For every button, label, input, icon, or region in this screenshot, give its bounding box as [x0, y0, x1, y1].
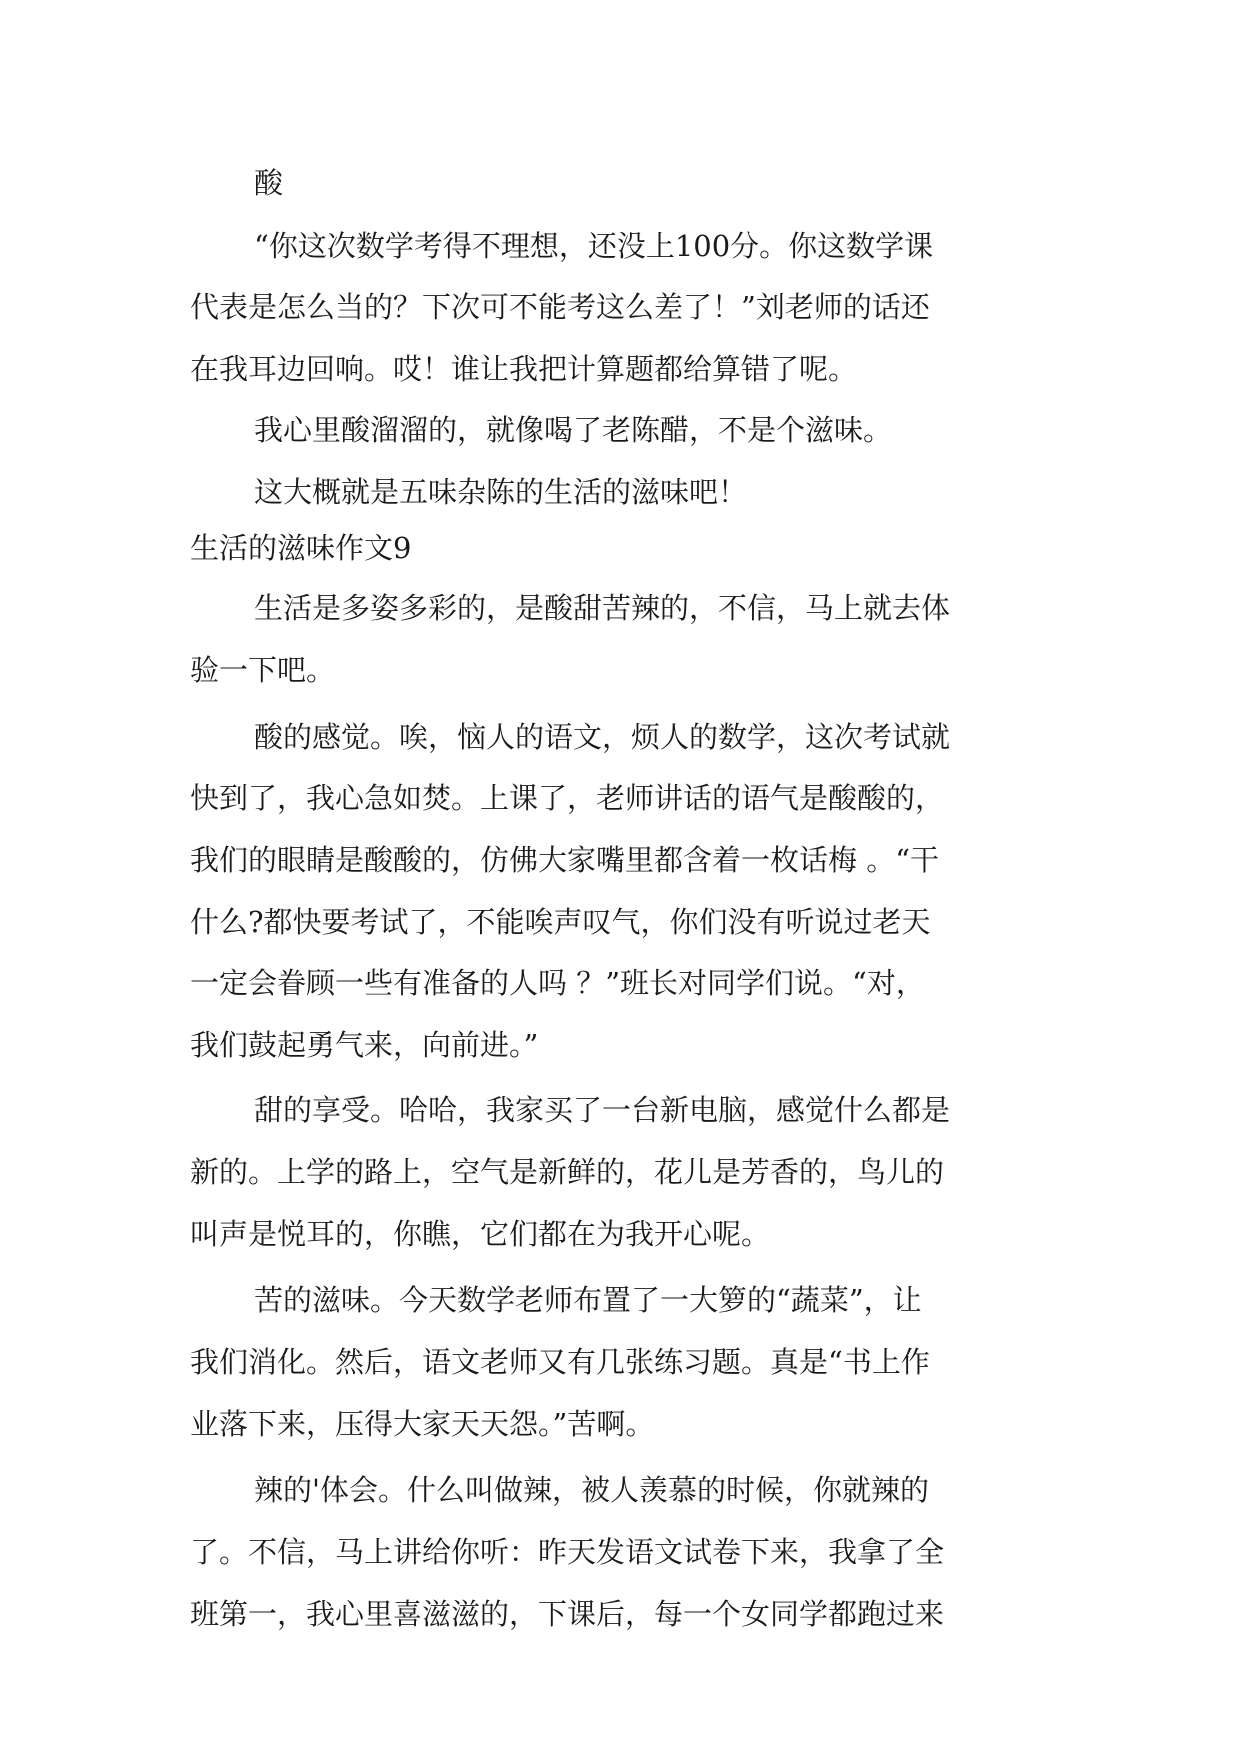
text-line: 苦的滋味。今天数学老师布置了一大箩的“蔬菜”，让	[254, 1283, 922, 1317]
text-line: 我们的眼睛是酸酸的，仿佛大家嘴里都含着一枚话梅 。“干	[190, 843, 940, 877]
text-line: 甜的享受。哈哈，我家买了一台新电脑，感觉什么都是	[254, 1093, 951, 1127]
text-line: 业落下来，压得大家天天怨。”苦啊。	[190, 1407, 655, 1441]
text-line: 这大概就是五味杂陈的生活的滋味吧！	[254, 475, 748, 509]
text-line: 酸的感觉。唉，恼人的语文，烦人的数学，这次考试就	[254, 720, 951, 754]
text-line: 在我耳边回响。哎！谁让我把计算题都给算错了呢。	[190, 352, 858, 386]
text-line: 我们消化。然后，语文老师又有几张练习题。真是“书上作	[190, 1345, 930, 1379]
section-title: 生活的滋味作文9	[190, 531, 412, 565]
text-line: 一定会眷顾一些有准备的人吗 ？”班长对同学们说。“对，	[190, 966, 925, 1000]
text-line: 叫声是悦耳的，你瞧，它们都在为我开心呢。	[190, 1217, 771, 1251]
text-line: 代表是怎么当的？下次可不能考这么差了！”刘老师的话还	[190, 290, 930, 324]
text-line: 我们鼓起勇气来，向前进。”	[190, 1028, 539, 1062]
text-line: 辣的'体会。什么叫做辣，被人羡慕的时候，你就辣的	[254, 1473, 929, 1507]
text-line: 生活是多姿多彩的，是酸甜苦辣的，不信，马上就去体	[254, 591, 951, 625]
text-line: 酸	[254, 166, 284, 200]
text-line: “你这次数学考得不理想，还没上100分。你这数学课	[254, 229, 934, 263]
text-line: 验一下吧。	[190, 653, 336, 687]
text-line: 我心里酸溜溜的，就像喝了老陈醋，不是个滋味。	[254, 413, 893, 447]
text-line: 班第一，我心里喜滋滋的，下课后，每一个女同学都跑过来	[190, 1597, 945, 1631]
text-line: 快到了，我心急如焚。上课了，老师讲话的语气是酸酸的，	[190, 781, 945, 815]
text-line: 了。不信，马上讲给你听：昨天发语文试卷下来，我拿了全	[190, 1535, 945, 1569]
text-line: 新的。上学的路上，空气是新鲜的，花儿是芳香的，鸟儿的	[190, 1155, 945, 1189]
text-line: 什么?都快要考试了，不能唉声叹气，你们没有听说过老天	[190, 905, 931, 939]
